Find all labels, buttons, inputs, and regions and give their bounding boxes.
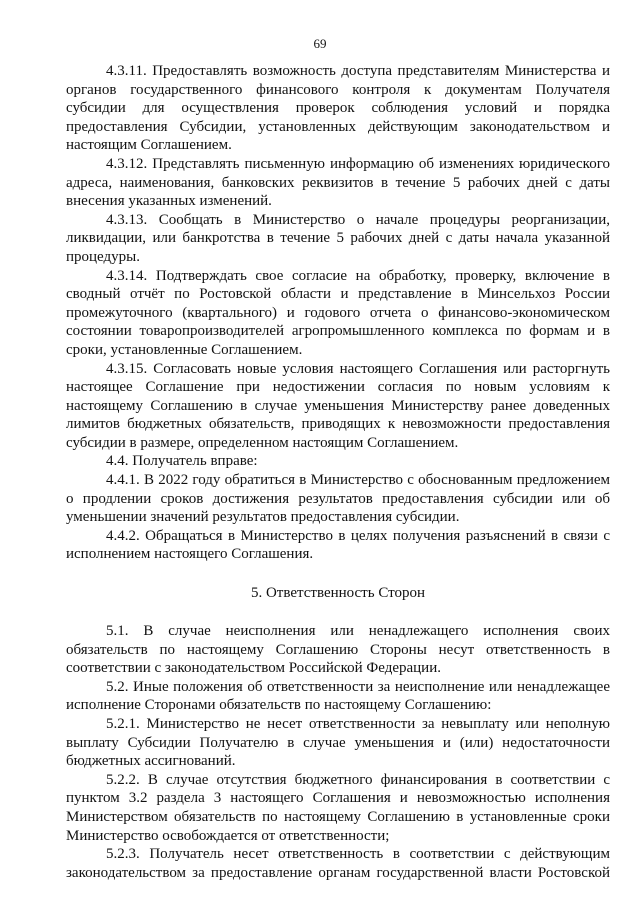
clause-4-3-12: 4.3.12. Представлять письменную информацию об изменениях юридического адреса, наименования, банковских реквизитов в течение 5 рабочих дней с даты внесения указанных изменений. [66, 155, 610, 210]
document-body [66, 62, 610, 882]
clause-4-3-13: 4.3.13. Сообщать в Министерство о начале процедуры реорганизации, ликвидации, или банкротства в течение 5 рабочих дней с даты начала указанной процедуры. [66, 211, 610, 265]
clause-5-1: 5.1. В случае неисполнения или ненадлежащего исполнения своих обязательств по настоящему Соглашению Стороны несут ответственность в соответствии с законодательством Российской Федерации. [66, 623, 610, 677]
clause-5-2-2: 5.2.2. В случае отсутствия бюджетного финансирования в соответствии с пунктом 3.2 раздела 3 настоящего Соглашения и невозможностью исполнения Министерством обязательств по настоящему Соглашению в установленные сроки Министерство освобождается от ответственности; [66, 771, 610, 844]
clause-4-4: 4.4. Получатель вправе: [106, 453, 258, 470]
clause-5-2-1: 5.2.1. Министерство не несет ответственности за невыплату или неполную выплату Субсидии Получателю в случае уменьшения и (или) недостаточности бюджетных ассигнований. [66, 716, 610, 770]
clause-4-3-11: 4.3.11. Предоставлять возможность доступа представителям Министерства и органов государственного финансового контроля к документам Получателя субсидии для осуществления проверок соблюдения условий и порядка предоставления Субсидии, установленных действующим законодательством и настоящим Соглашением. [66, 63, 610, 154]
clause-4-4-2: 4.4.2. Обращаться в Министерство в целях получения разъяснений в связи с исполнением настоящего Соглашения. [66, 527, 610, 563]
clause-5-2: 5.2. Иные положения об ответственности за неисполнение или ненадлежащее исполнение Сторонами обязательств по настоящему Соглашению: [66, 678, 610, 714]
section-heading: 5. Ответственность Сторон [250, 585, 426, 602]
page-number: 69 [313, 36, 327, 51]
clause-4-4-1: 4.4.1. В 2022 году обратиться в Министерство с обоснованным предложением о продлении сроков достижения результатов предоставления субсидии или об уменьшении значений результатов предоставления субсидии. [66, 472, 610, 526]
clause-4-3-15: 4.3.15. Согласовать новые условия настоящего Соглашения или расторгнуть настоящее Соглашение при недостижении согласия по новым условиям к настоящему Соглашению в случае уменьшения Министерству ранее доведенных лимитов бюджетных обязательств, приводящих к невозможности предоставления субсидии в размере, определенном настоящим Соглашением. [66, 360, 610, 451]
clause-4-3-14: 4.3.14. Подтверждать свое согласие на обработку, проверку, включение в сводный отчёт по Ростовской области и представление в Минсельхоз России промежуточного (квартального) и годового отчета о финансово-экономическом состоянии товаропроизводителей агропромышленного комплекса по формам и в сроки, установленные Соглашением. [66, 267, 610, 358]
clause-5-2-3: 5.2.3. Получатель несет ответственность в соответствии с действующим законодательством за предоставление органам государственной власти Ростовской [66, 846, 610, 881]
